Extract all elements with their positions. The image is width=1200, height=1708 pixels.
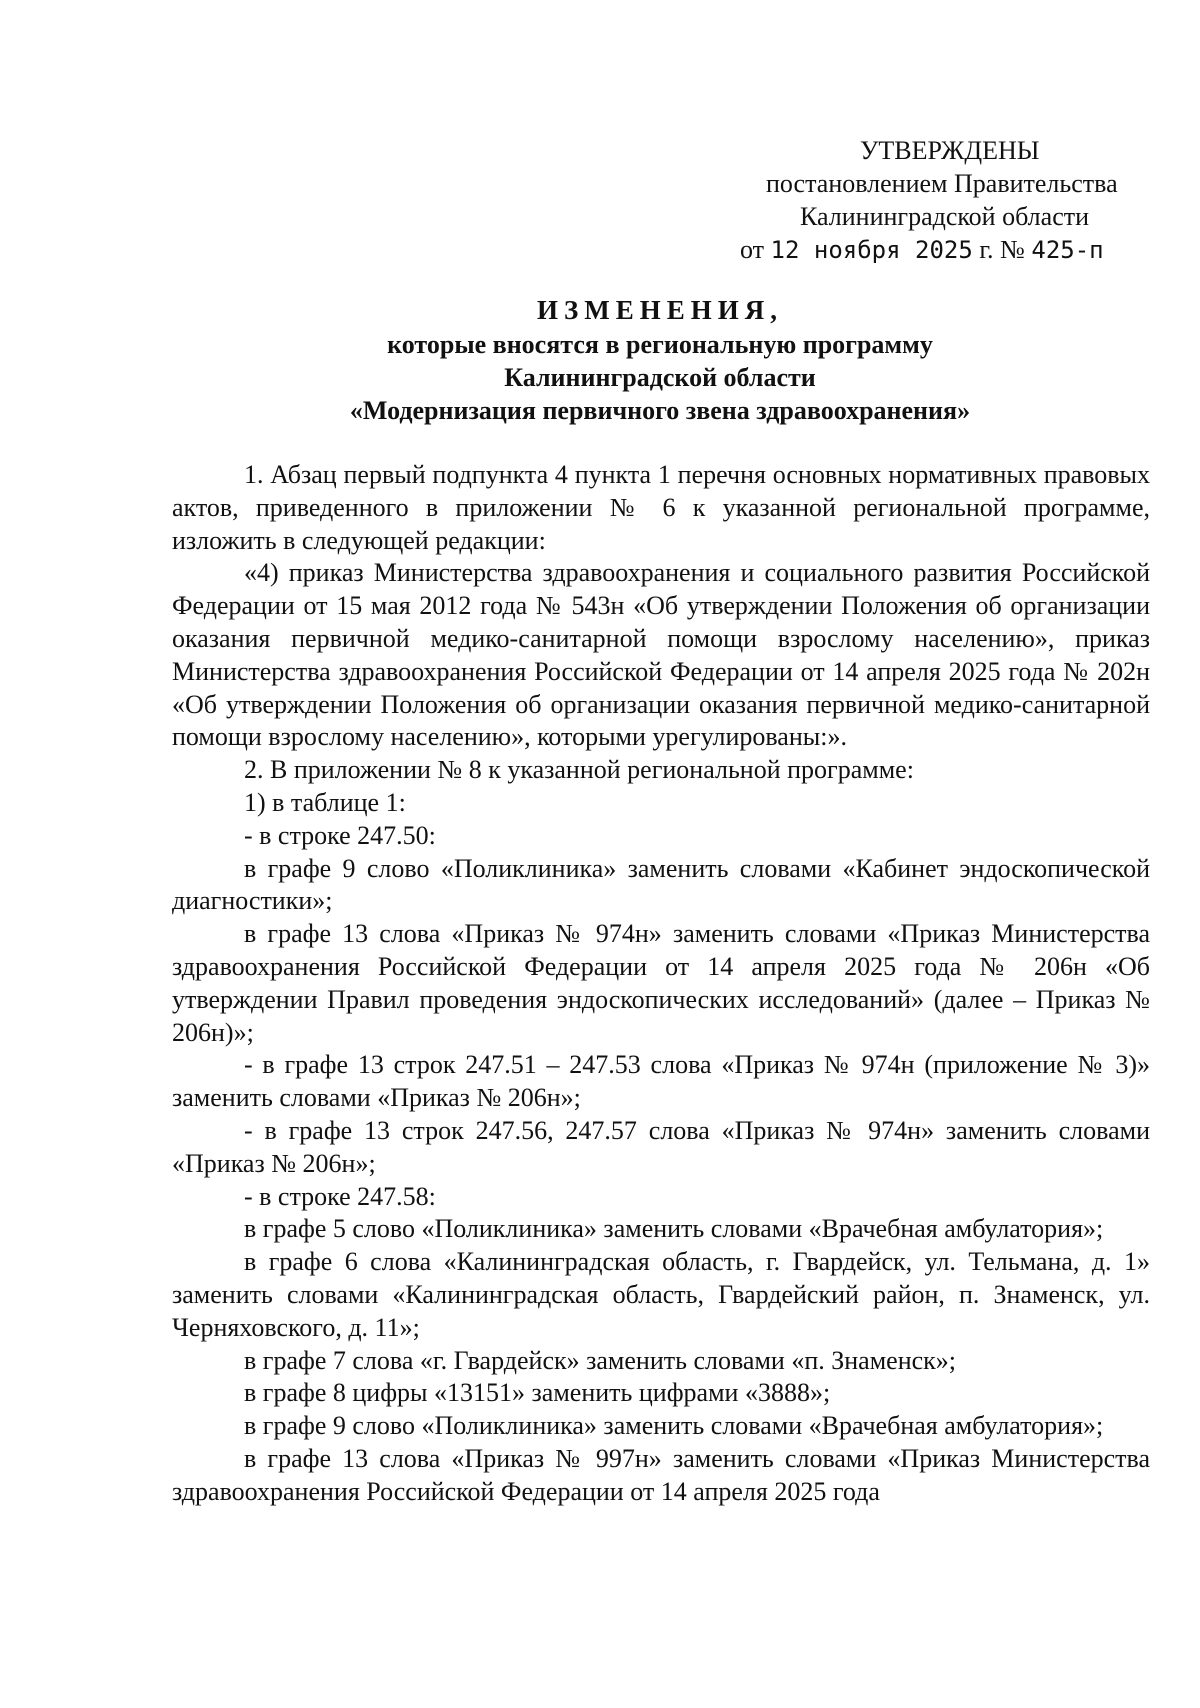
paragraph: 2. В приложении № 8 к указанной региональной программе: xyxy=(244,755,914,785)
document-heading xyxy=(170,294,1150,427)
paragraph: 1. Абзац первый подпункта 4 пункта 1 перечня основных нормативных правовых актов, приведенного в приложении № 6 к указанной региональной программе, изложить в следующей редакции: xyxy=(172,460,1150,555)
approval-line-1: постановлением Правительства xyxy=(766,169,1118,198)
paragraph: - в графе 13 строк 247.51 – 247.53 слова «Приказ № 974н (приложение № 3)» заменить словами «Приказ № 206н»; xyxy=(172,1050,1150,1113)
heading-line-2: Калининградской области xyxy=(504,363,816,392)
paragraph: 1) в таблице 1: xyxy=(244,787,406,817)
approval-line-2: Калининградской области xyxy=(800,202,1090,231)
paragraph: в графе 13 слова «Приказ № 997н» заменить словами «Приказ Министерства здравоохранения Российской Федерации от 14 апреля 2025 года xyxy=(172,1443,1150,1506)
paragraph: в графе 8 цифры «13151» заменить цифрами «3888»; xyxy=(244,1378,831,1408)
paragraph: - в строке 247.58: xyxy=(244,1181,436,1211)
paragraph: «4) приказ Министерства здравоохранения и социального развития Российской Федерации от 15 мая 2012 года № 543н «Об утверждении Положения об организации оказания первичной медико-санитарной помощи взрослому населению», приказ Министерства здравоохранения Российской Федерации от 14 апреля 2025 года № 202н «Об утверждении Положения об организации оказания первичной медико-санитарной помощи взрослому населению», которыми урегулированы:». xyxy=(172,558,1150,752)
paragraph: в графе 6 слова «Калининградская область, г. Гвардейск, ул. Тельмана, д. 1» заменить словами «Калининградская область, Гвардейский район, п. Знаменск, ул. Черняховского, д. 11»; xyxy=(172,1247,1150,1342)
approval-date-mid: г. № xyxy=(972,235,1032,264)
paragraph: в графе 5 слово «Поликлиника» заменить словами «Врачебная амбулатория»; xyxy=(244,1214,1104,1244)
approval-stamp xyxy=(740,134,1160,267)
paragraph: в графе 9 слово «Поликлиника» заменить словами «Кабинет эндоскопической диагностики»; xyxy=(172,853,1150,916)
heading-title: ИЗМЕНЕНИЯ, xyxy=(536,295,783,325)
heading-line-3: «Модернизация первичного звена здравоохранения» xyxy=(349,396,971,425)
paragraph: в графе 13 слова «Приказ № 974н» заменить словами «Приказ Министерства здравоохранения Российской Федерации от 14 апреля 2025 года № 206н «Об утверждении Правил проведения эндоскопических исследований» (далее – Приказ № 206н)»; xyxy=(172,919,1150,1047)
document-body xyxy=(172,459,1150,1509)
paragraph: в графе 7 слова «г. Гвардейск» заменить словами «п. Знаменск»; xyxy=(244,1345,957,1375)
heading-line-1: которые вносятся в региональную программу xyxy=(387,330,933,359)
approval-date-prefix: от xyxy=(740,235,771,264)
approval-date: 12 ноября 2025 xyxy=(770,236,973,264)
approval-number: 425-п xyxy=(1031,236,1104,264)
paragraph: в графе 9 слово «Поликлиника» заменить словами «Врачебная амбулатория»; xyxy=(244,1411,1104,1441)
approval-date-line xyxy=(740,233,1160,267)
approval-title: УТВЕРЖДЕНЫ xyxy=(860,136,1040,165)
paragraph: - в строке 247.50: xyxy=(244,820,436,850)
paragraph: - в графе 13 строк 247.56, 247.57 слова «Приказ № 974н» заменить словами «Приказ № 206н»; xyxy=(172,1115,1150,1178)
